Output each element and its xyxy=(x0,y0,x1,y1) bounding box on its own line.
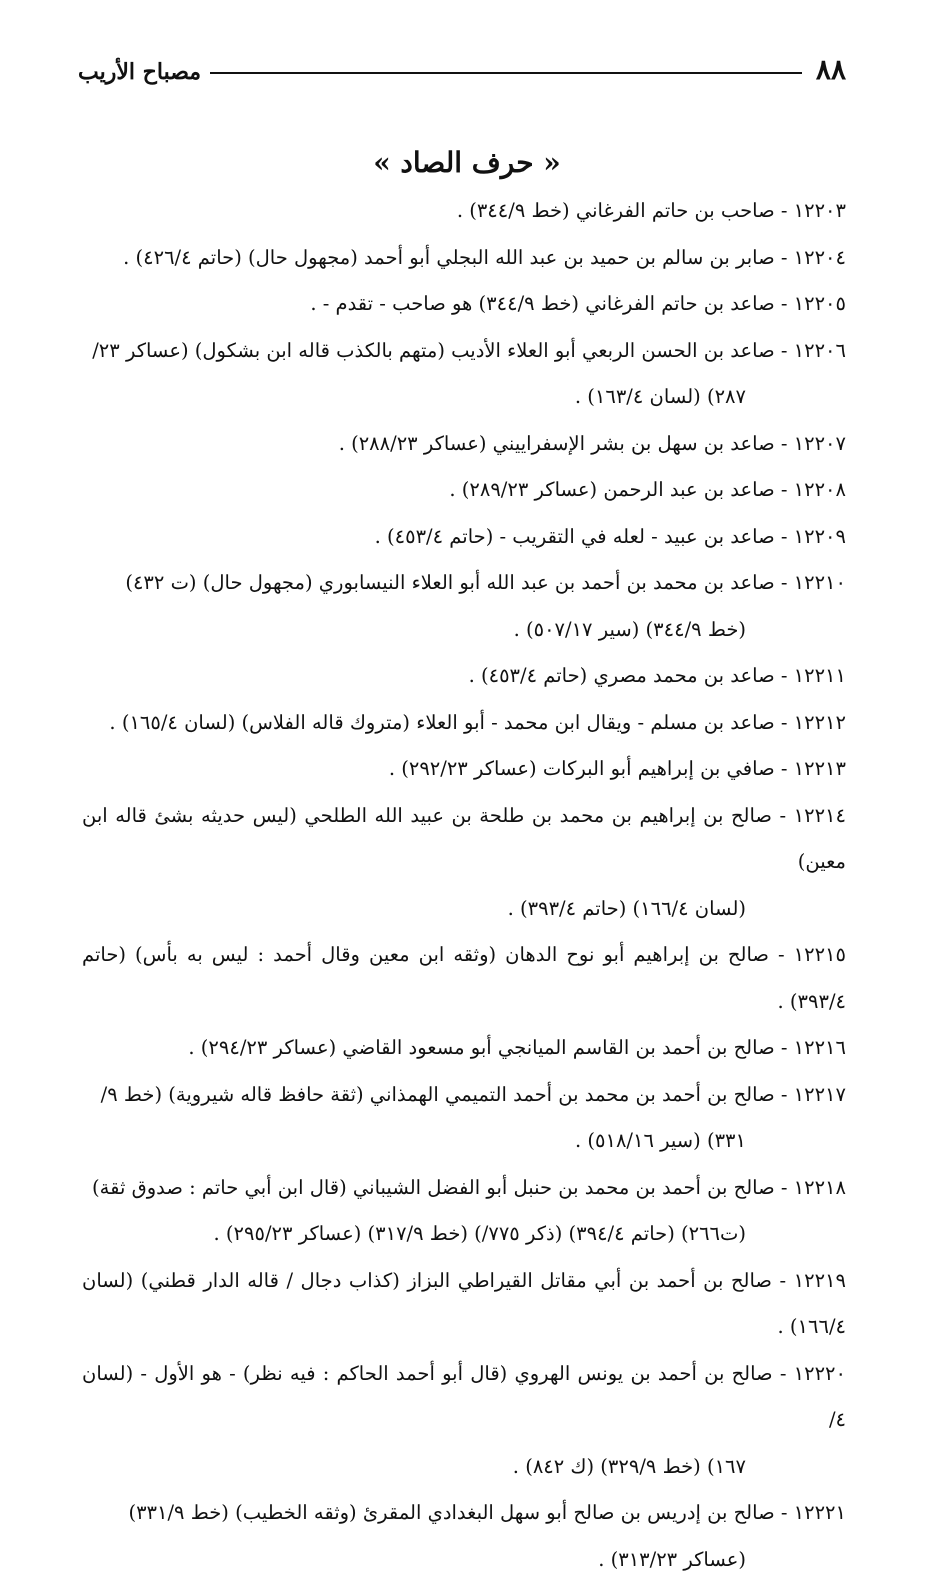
entry-line: ١٢٢١٨ - صالح بن أحمد بن محمد بن حنبل أبو الفضل الشيباني (قال ابن أبي حاتم : صدوق ثقة) xyxy=(82,1165,846,1212)
entry-line: ١٢٢١٧ - صالح بن أحمد بن محمد بن أحمد التميمي الهمذاني (ثقة حافظ قاله شيروية) (خط ٩/ xyxy=(82,1072,846,1119)
entry-line-continuation: ٢٨٧) (لسان ١٦٣/٤) . xyxy=(82,374,846,421)
entry-line: ١٢٢١٩ - صالح بن أحمد بن أبي مقاتل القيراطي البزاز (كذاب دجال / قاله الدار قطني) (لسان ١٦٦/٤) . xyxy=(82,1258,846,1351)
entry-line: ١٢٢٢١ - صالح بن إدريس بن صالح أبو سهل البغدادي المقرئ (وثقه الخطيب) (خط ٣٣١/٩) xyxy=(82,1490,846,1537)
entry-line: ١٢٢٠٥ - صاعد بن حاتم الفرغاني (خط ٣٤٤/٩) هو صاحب - تقدم - . xyxy=(82,281,846,328)
entry-line: ١٢٢١٦ - صالح بن أحمد بن القاسم الميانجي أبو مسعود القاضي (عساكر ٢٩٤/٢٣) . xyxy=(82,1025,846,1072)
entry-line: ١٢٢١٠ - صاعد بن محمد بن أحمد بن عبد الله أبو العلاء النيسابوري (مجهول حال) (ت ٤٣٢) xyxy=(82,560,846,607)
entry-12215 xyxy=(82,932,846,1025)
entry-12212 xyxy=(82,700,846,747)
entry-line: ١٢٢١٤ - صالح بن إبراهيم بن محمد بن طلحة بن عبيد الله الطلحي (ليس حديثه بشئ قاله ابن معين) xyxy=(82,793,846,886)
entry-12218 xyxy=(82,1165,846,1258)
entry-line-continuation: (خط ٣٤٤/٩) (سير ٥٠٧/١٧) . xyxy=(82,607,846,654)
entry-line: ١٢٢٠٩ - صاعد بن عبيد - لعله في التقريب - (حاتم ٤٥٣/٤) . xyxy=(82,514,846,561)
page-number: ٨٨ xyxy=(816,52,846,88)
entry-12207 xyxy=(82,421,846,468)
entry-12220 xyxy=(82,1351,846,1491)
entry-line: ١٢٢١١ - صاعد بن محمد مصري (حاتم ٤٥٣/٤) . xyxy=(82,653,846,700)
entry-12214 xyxy=(82,793,846,933)
entry-12208 xyxy=(82,467,846,514)
entry-12221 xyxy=(82,1490,846,1583)
entry-12210 xyxy=(82,560,846,653)
page-header xyxy=(78,52,846,92)
entry-12213 xyxy=(82,746,846,793)
entry-12217 xyxy=(82,1072,846,1165)
entry-12206 xyxy=(82,328,846,421)
entry-12216 xyxy=(82,1025,846,1072)
entry-12209 xyxy=(82,514,846,561)
entry-12203 xyxy=(82,188,846,235)
entry-line: ١٢٢١٥ - صالح بن إبراهيم أبو نوح الدهان (وثقه ابن معين وقال أحمد : ليس به بأس) (حاتم ٣٩٣/٤) . xyxy=(82,932,846,1025)
entry-line: ١٢٢١٢ - صاعد بن مسلم - ويقال ابن محمد - أبو العلاء (متروك قاله الفلاس) (لسان ١٦٥/٤) . xyxy=(82,700,846,747)
entry-line: ١٢٢١٣ - صافي بن إبراهيم أبو البركات (عساكر ٢٩٢/٢٣) . xyxy=(82,746,846,793)
entry-12204 xyxy=(82,235,846,282)
entry-line: ١٢٢٠٨ - صاعد بن عبد الرحمن (عساكر ٢٨٩/٢٣) . xyxy=(82,467,846,514)
entry-line: ١٢٢٠٣ - صاحب بن حاتم الفرغاني (خط ٣٤٤/٩) . xyxy=(82,188,846,235)
entry-12205 xyxy=(82,281,846,328)
entry-12211 xyxy=(82,653,846,700)
entry-line-continuation: (عساكر ٣١٣/٢٣) . xyxy=(82,1537,846,1583)
header-rule xyxy=(210,72,802,74)
entries-list xyxy=(82,188,846,1583)
section-title: « حرف الصاد » xyxy=(0,144,934,182)
entry-12219 xyxy=(82,1258,846,1351)
entry-line-continuation: ٣٣١) (سير ٥١٨/١٦) . xyxy=(82,1118,846,1165)
entry-line: ١٢٢٠٦ - صاعد بن الحسن الربعي أبو العلاء الأديب (متهم بالكذب قاله ابن بشكول) (عساكر ٢٣/ xyxy=(82,328,846,375)
entry-line: ١٢٢٢٠ - صالح بن أحمد بن يونس الهروي (قال أبو أحمد الحاكم : فيه نظر) - هو الأول - (لسان ٤/ xyxy=(82,1351,846,1444)
book-title: مصباح الأريب xyxy=(78,56,201,88)
entry-line-continuation: ١٦٧) (خط ٣٢٩/٩) (ك ٨٤٢) . xyxy=(82,1444,846,1491)
entry-line: ١٢٢٠٧ - صاعد بن سهل بن بشر الإسفراييني (عساكر ٢٨٨/٢٣) . xyxy=(82,421,846,468)
entry-line: ١٢٢٠٤ - صابر بن سالم بن حميد بن عبد الله البجلي أبو أحمد (مجهول حال) (حاتم ٤٢٦/٤) . xyxy=(82,235,846,282)
entry-line-continuation: (ت٢٦٦) (حاتم ٣٩٤/٤) (ذكر ٧٧٥/) (خط ٣١٧/٩) (عساكر ٢٩٥/٢٣) . xyxy=(82,1211,846,1258)
entry-line-continuation: (لسان ١٦٦/٤) (حاتم ٣٩٣/٤) . xyxy=(82,886,846,933)
